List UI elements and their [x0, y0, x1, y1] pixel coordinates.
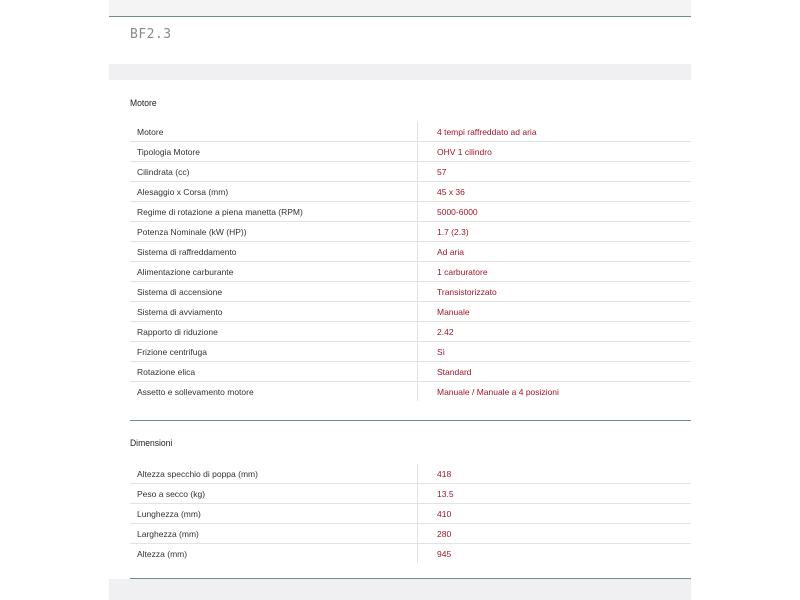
spec-label: Assetto e sollevamento motore [137, 386, 254, 397]
dimensioni-rows [130, 464, 691, 563]
motore-rows [130, 122, 691, 401]
spec-value: 57 [418, 162, 692, 182]
spec-label: Sistema di accensione [130, 282, 418, 302]
spec-label: Potenza Nominale (kW (HP)) [130, 222, 418, 242]
table-row [130, 202, 691, 222]
table-row [130, 342, 691, 362]
spec-label: Cilindrata (cc) [130, 162, 418, 182]
top-strip [109, 0, 691, 17]
section-separator [130, 420, 691, 421]
table-row [130, 524, 691, 544]
spec-label: Alimentazione carburante [130, 262, 418, 282]
spec-label: Larghezza (mm) [130, 524, 418, 544]
spec-label: Rotazione elica [130, 362, 418, 382]
spec-panel [109, 0, 691, 600]
spec-value: 418 [418, 464, 692, 484]
spec-label: Altezza (mm) [137, 548, 188, 559]
gap-strip [109, 64, 691, 80]
table-row [130, 222, 691, 242]
table-row [130, 302, 691, 322]
motore-spec-table [130, 122, 691, 401]
table-row [130, 262, 691, 282]
spec-value: 45 x 36 [418, 182, 692, 202]
spec-label: Sistema di raffreddamento [130, 242, 418, 262]
table-row [130, 484, 691, 504]
spec-label: Peso a secco (kg) [130, 484, 418, 504]
spec-label: Frizione centrifuga [130, 342, 418, 362]
table-row [130, 362, 691, 382]
spec-label: Altezza specchio di poppa (mm) [130, 464, 418, 484]
spec-value: 410 [418, 504, 692, 524]
spec-content [109, 80, 691, 600]
spec-label: Regime di rotazione a piena manetta (RPM) [130, 202, 418, 222]
spec-value: 280 [418, 524, 692, 544]
product-title: BF2.3 [130, 27, 172, 42]
spec-value: Manuale / Manuale a 4 posizioni [418, 382, 692, 402]
table-row [130, 382, 691, 402]
table-row [130, 504, 691, 524]
table-row [130, 322, 691, 342]
dimensioni-spec-table [130, 464, 691, 563]
spec-label: Alesaggio x Corsa (mm) [130, 182, 418, 202]
spec-label: Motore [130, 122, 418, 142]
table-row [130, 242, 691, 262]
spec-value: 5000-6000 [418, 202, 692, 222]
table-row [130, 544, 691, 564]
title-box [109, 17, 691, 64]
table-row [130, 162, 691, 182]
spec-label: Lunghezza (mm) [130, 504, 418, 524]
spec-value: 13.5 [418, 484, 692, 504]
spec-label: Tipologia Motore [130, 142, 418, 162]
spec-value: 1.7 (2.3) [418, 222, 692, 242]
spec-label: Rapporto di riduzione [130, 322, 418, 342]
spec-value: 2.42 [418, 322, 692, 342]
spec-value: 945 [418, 544, 692, 564]
table-row [130, 464, 691, 484]
spec-value: Standard [418, 362, 692, 382]
spec-label: Sistema di avviamento [130, 302, 418, 322]
spec-value: Sì [418, 342, 692, 362]
spec-value: Ad aria [418, 242, 692, 262]
table-row [130, 182, 691, 202]
section-title-dimensioni: Dimensioni [130, 438, 173, 448]
table-row [130, 142, 691, 162]
spec-value: OHV 1 cilindro [418, 142, 692, 162]
spec-value: 1 carburatore [418, 262, 692, 282]
table-row [130, 122, 691, 142]
table-row [130, 282, 691, 302]
bottom-strip [109, 579, 691, 600]
spec-value: Transistorizzato [418, 282, 692, 302]
spec-value: 4 tempi raffreddato ad aria [418, 122, 692, 142]
section-title-motore: Motore [130, 98, 157, 108]
spec-value: Manuale [418, 302, 692, 322]
